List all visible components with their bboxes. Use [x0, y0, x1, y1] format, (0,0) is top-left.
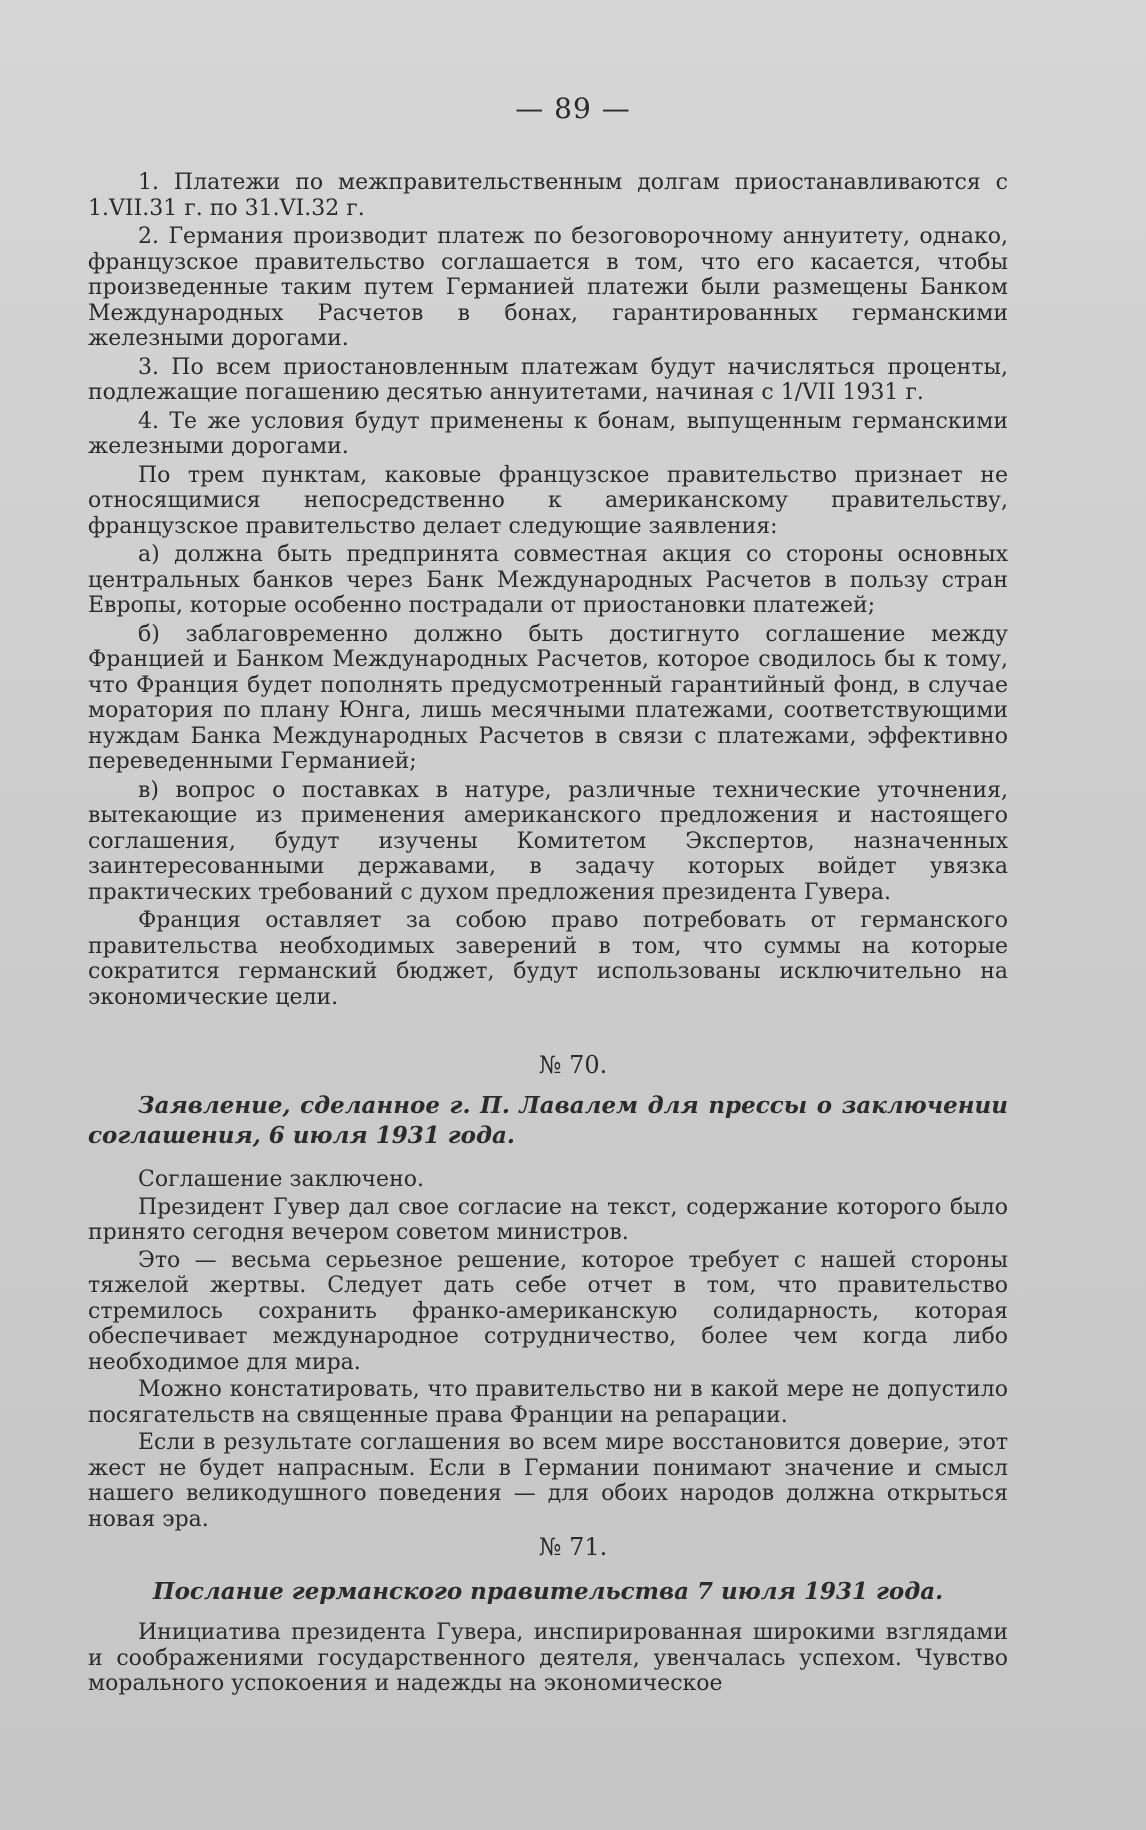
- document-title-70: Заявление, сделанное г. П. Лавалем для прессы о заключении соглашения, 6 июля 1931 года.: [88, 1092, 1008, 1149]
- laval-statement: [88, 1167, 1008, 1532]
- paragraph-8: в) вопрос о поставках в натуре, различные технические уточнения, вытекающие из применения американского предложения и настоящего соглашения, будут изучены Комитетом Экспертов, назначенных заинтересованными державами, в задачу которых войдет увязка практических требований с духом предложения президента Гувера.: [88, 777, 1008, 905]
- page-number: — 89 —: [515, 92, 631, 125]
- paragraph-5: По трем пунктам, каковые французское правительство признает не относящимися непосредственно к американскому правительству, французское правительство делает следующие заявления:: [88, 462, 1008, 539]
- paragraph-1: 1. Платежи по межправительственным долгам приостанавливаются с 1.VII.31 г. по 31.VI.32 г.: [88, 170, 1008, 221]
- paragraph-11: Президент Гувер дал свое согласие на текст, содержание которого было принято сегодня вечером советом министров.: [88, 1194, 1008, 1245]
- paragraph-6: а) должна быть предпринята совместная акция со стороны основных центральных банков через Банк Международных Расчетов в пользу стран Европы, которые особенно пострадали от приостановки платежей;: [88, 542, 1008, 618]
- paragraph-7: б) заблаговременно должно быть достигнуто соглашение между Францией и Банком Международных Расчетов, которое сводилось бы к тому, что Франция будет пополнять предусмотренный гарантийный фонд, в случае моратория по плану Юнга, лишь месячными платежами, соответствующими нуждам Банка Международных Расчетов в связи с платежами, эффективно переведенными Германией;: [88, 621, 1008, 774]
- paragraph-13: Можно констатировать, что правительство ни в какой мере не допустило посягательств на священные права Франции на репарации.: [88, 1377, 1008, 1428]
- paragraph-14: Если в результате соглашения во всем мире восстановится доверие, этот жест не будет напрасным. Если в Германии понимают значение и смысл нашего великодушного поведения — для обоих народов должна открыться новая эра.: [88, 1430, 1008, 1532]
- german-message: [88, 1620, 1008, 1697]
- paragraph-3: 3. По всем приостановленным платежам будут начисляться проценты, подлежащие погашению десятью аннуитетами, начиная с 1/VII 1931 г.: [88, 354, 1008, 405]
- document-number-70: № 70.: [538, 1051, 608, 1079]
- paragraph-4: 4. Те же условия будут применены к бонам, выпущенным германскими железными дорогами.: [88, 408, 1008, 459]
- agreement-terms: [88, 170, 1008, 1010]
- paragraph-15: Инициатива президента Гувера, инспирированная широкими взглядами и соображениями государственного деятеля, увенчалась успехом. Чувство морального успокоения и надежды на экономическое: [88, 1620, 1008, 1696]
- paragraph-9: Франция оставляет за собою право потребовать от германского правительства необходимых заверений в том, что суммы на которые сократится германский бюджет, будут использованы исключительно на экономические цели.: [88, 908, 1008, 1010]
- document-title-71: Послание германского правительства 7 июля 1931 года.: [152, 1578, 944, 1605]
- paragraph-10: Соглашение заключено.: [138, 1167, 424, 1192]
- paragraph-12: Это — весьма серьезное решение, которое требует с нашей стороны тяжелой жертвы. Следует дать себе отчет в том, что правительство стремилось сохранить франко-американскую солидарность, которая обеспечивает международное сотрудничество, более чем когда либо необходимое для мира.: [88, 1247, 1008, 1375]
- paragraph-2: 2. Германия производит платеж по безоговорочному аннуитету, однако, французское правительство соглашается в том, что его касается, чтобы произведенные таким путем Германией платежи были размещены Банком Международных Расчетов в бонах, гарантированных германскими железными дорогами.: [88, 224, 1008, 351]
- document-number-71: № 71.: [538, 1533, 608, 1561]
